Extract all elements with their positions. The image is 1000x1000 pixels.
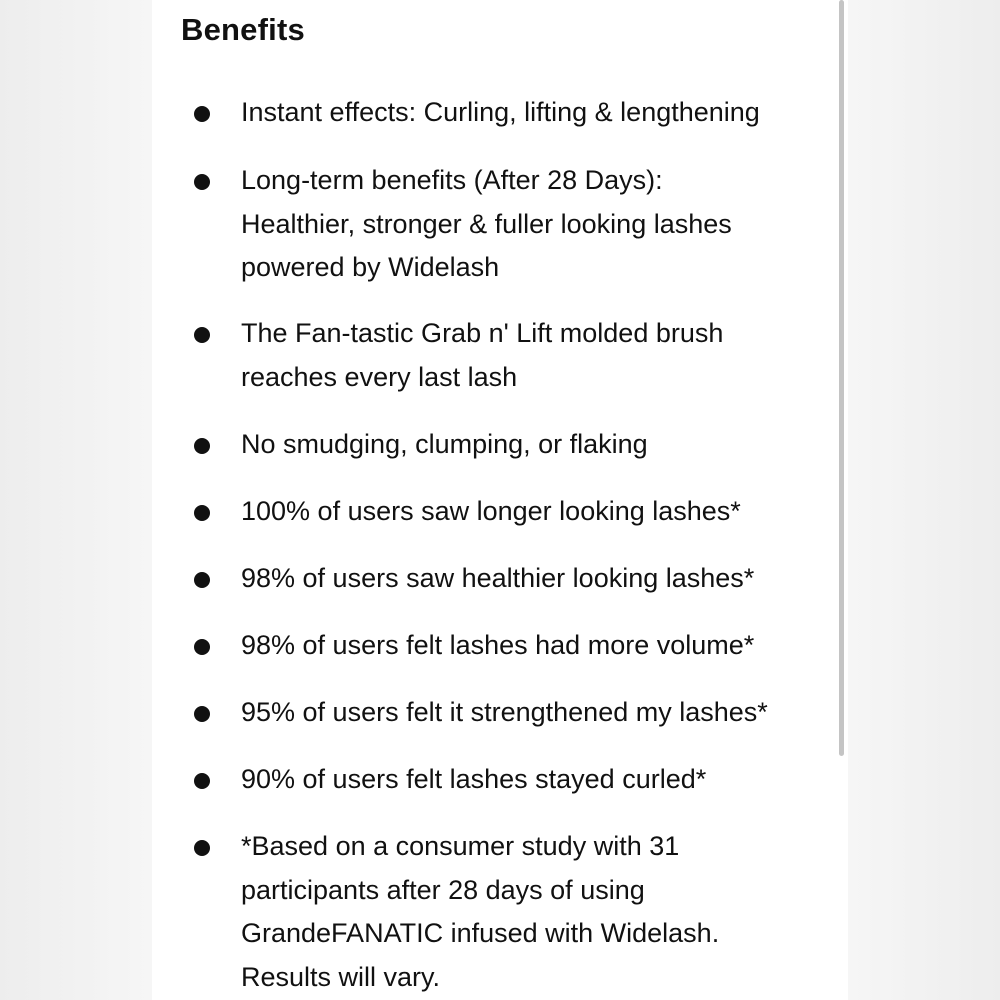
benefit-text: 98% of users felt lashes had more volume* xyxy=(241,630,755,660)
benefit-text: 95% of users felt it strengthened my lashes* xyxy=(241,697,768,727)
benefit-text: The Fan-tastic Grab n' Lift molded brush reaches every last lash xyxy=(241,318,724,392)
bullet-dot-icon xyxy=(194,572,210,588)
bullet-dot-icon xyxy=(194,438,210,454)
benefit-text: Long-term benefits (After 28 Days): Healthier, stronger & fuller looking lashes powered by Widelash xyxy=(241,165,732,282)
bullet-dot-icon xyxy=(194,505,210,521)
page-background-left xyxy=(0,0,152,1000)
benefit-text: 90% of users felt lashes stayed curled* xyxy=(241,764,707,794)
page-background-right xyxy=(848,0,1000,1000)
bullet-dot-icon xyxy=(194,706,210,722)
bullet-dot-icon xyxy=(194,174,210,190)
bullet-dot-icon xyxy=(194,840,210,856)
vertical-scrollbar[interactable] xyxy=(839,0,844,756)
bullet-dot-icon xyxy=(194,639,210,655)
bullet-dot-icon xyxy=(194,106,210,122)
benefit-text: *Based on a consumer study with 31 participants after 28 days of using GrandeFANATIC infused with Widelash. Results will vary. xyxy=(241,831,720,992)
benefits-heading: Benefits xyxy=(181,12,305,47)
bullet-dot-icon xyxy=(194,773,210,789)
benefit-text: No smudging, clumping, or flaking xyxy=(241,429,648,459)
benefit-text: 100% of users saw longer looking lashes* xyxy=(241,496,741,526)
benefit-text: Instant effects: Curling, lifting & lengthening xyxy=(241,97,760,127)
bullet-dot-icon xyxy=(194,327,210,343)
benefit-text: 98% of users saw healthier looking lashes* xyxy=(241,563,755,593)
